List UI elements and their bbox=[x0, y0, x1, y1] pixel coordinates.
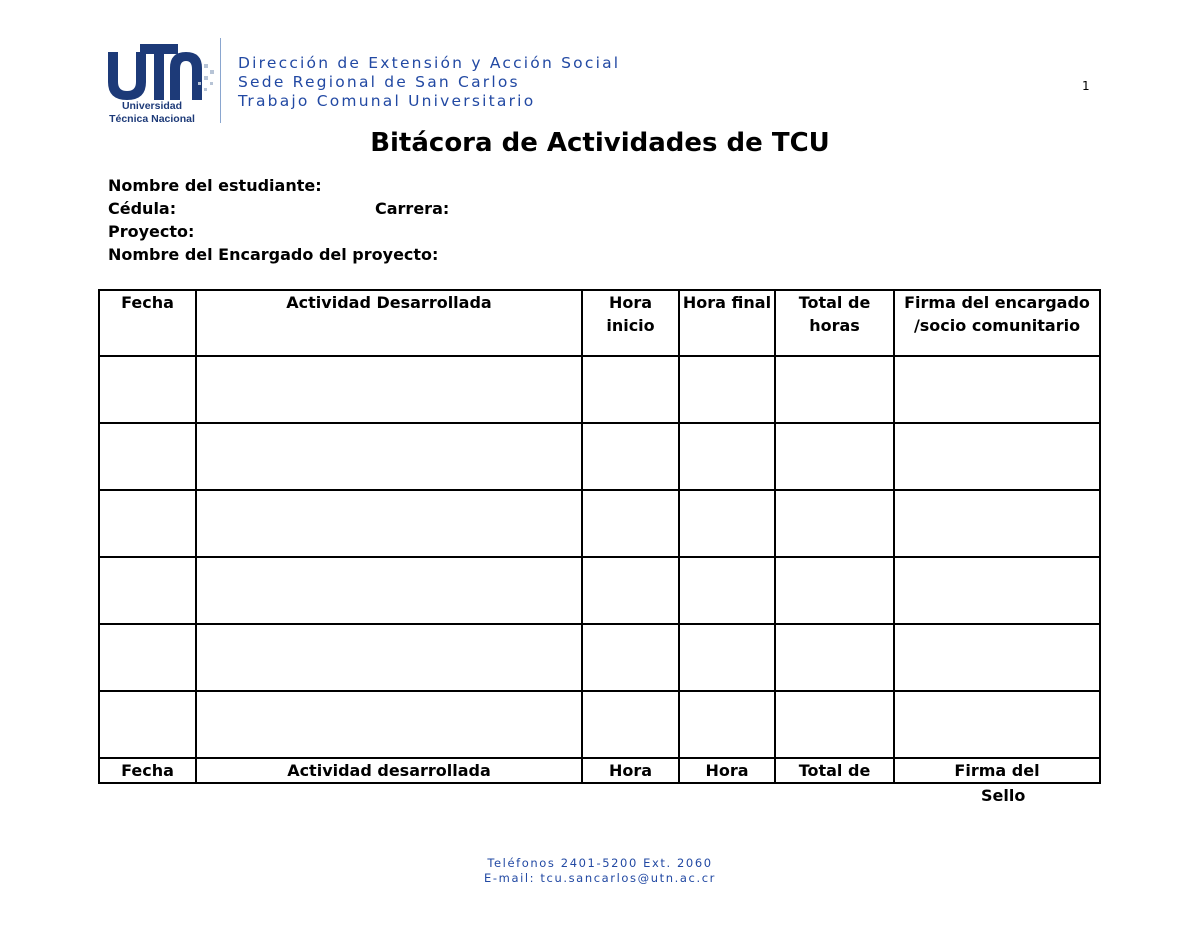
table-row bbox=[99, 356, 1100, 423]
col-hora-inicio: Hora inicio bbox=[582, 290, 679, 356]
org-line2: Sede Regional de San Carlos bbox=[238, 73, 520, 91]
col-hora-final: Hora final bbox=[679, 290, 775, 356]
col-fecha: Fecha bbox=[99, 290, 196, 356]
sello-label: Sello bbox=[981, 786, 1026, 805]
page-title: Bitácora de Actividades de TCU bbox=[370, 128, 830, 158]
table-repeat-header-row bbox=[99, 758, 1100, 783]
logo-caption bbox=[102, 100, 202, 126]
col-firma: Firma del encargado /socio comunitario bbox=[894, 290, 1100, 356]
repeat-col-hora-final: Hora bbox=[679, 758, 775, 783]
encargado-label: Nombre del Encargado del proyecto: bbox=[108, 245, 439, 264]
carrera-label: Carrera: bbox=[375, 199, 450, 218]
logo-line2: Técnica Nacional bbox=[109, 113, 195, 125]
student-name-label: Nombre del estudiante: bbox=[108, 176, 322, 195]
page-number: 1 bbox=[1082, 79, 1090, 93]
org-line1: Dirección de Extensión y Acción Social bbox=[238, 54, 621, 72]
table-row bbox=[99, 423, 1100, 490]
table-row bbox=[99, 624, 1100, 691]
header-divider bbox=[220, 38, 221, 123]
repeat-col-fecha: Fecha bbox=[99, 758, 196, 783]
logo-line1: Universidad bbox=[121, 100, 183, 112]
org-block bbox=[238, 54, 620, 111]
activity-log-table bbox=[98, 289, 1101, 784]
proyecto-label: Proyecto: bbox=[108, 222, 195, 241]
utn-logo-mark bbox=[100, 38, 225, 108]
table-header-row bbox=[99, 290, 1100, 356]
cedula-label: Cédula: bbox=[108, 199, 177, 218]
table-row bbox=[99, 691, 1100, 758]
repeat-col-hora-inicio: Hora bbox=[582, 758, 679, 783]
page-footer bbox=[0, 856, 1200, 886]
repeat-col-total: Total de bbox=[775, 758, 894, 783]
table-row bbox=[99, 557, 1100, 624]
footer-phone: Teléfonos 2401-5200 Ext. 2060 bbox=[487, 856, 713, 870]
col-actividad: Actividad Desarrollada bbox=[196, 290, 582, 356]
student-info bbox=[108, 174, 450, 266]
footer-email: E-mail: tcu.sancarlos@utn.ac.cr bbox=[484, 871, 716, 885]
org-line3: Trabajo Comunal Universitario bbox=[238, 92, 536, 110]
repeat-col-firma: Firma del bbox=[894, 758, 1100, 783]
repeat-col-actividad: Actividad desarrollada bbox=[196, 758, 582, 783]
col-total-horas: Total de horas bbox=[775, 290, 894, 356]
table-row bbox=[99, 490, 1100, 557]
